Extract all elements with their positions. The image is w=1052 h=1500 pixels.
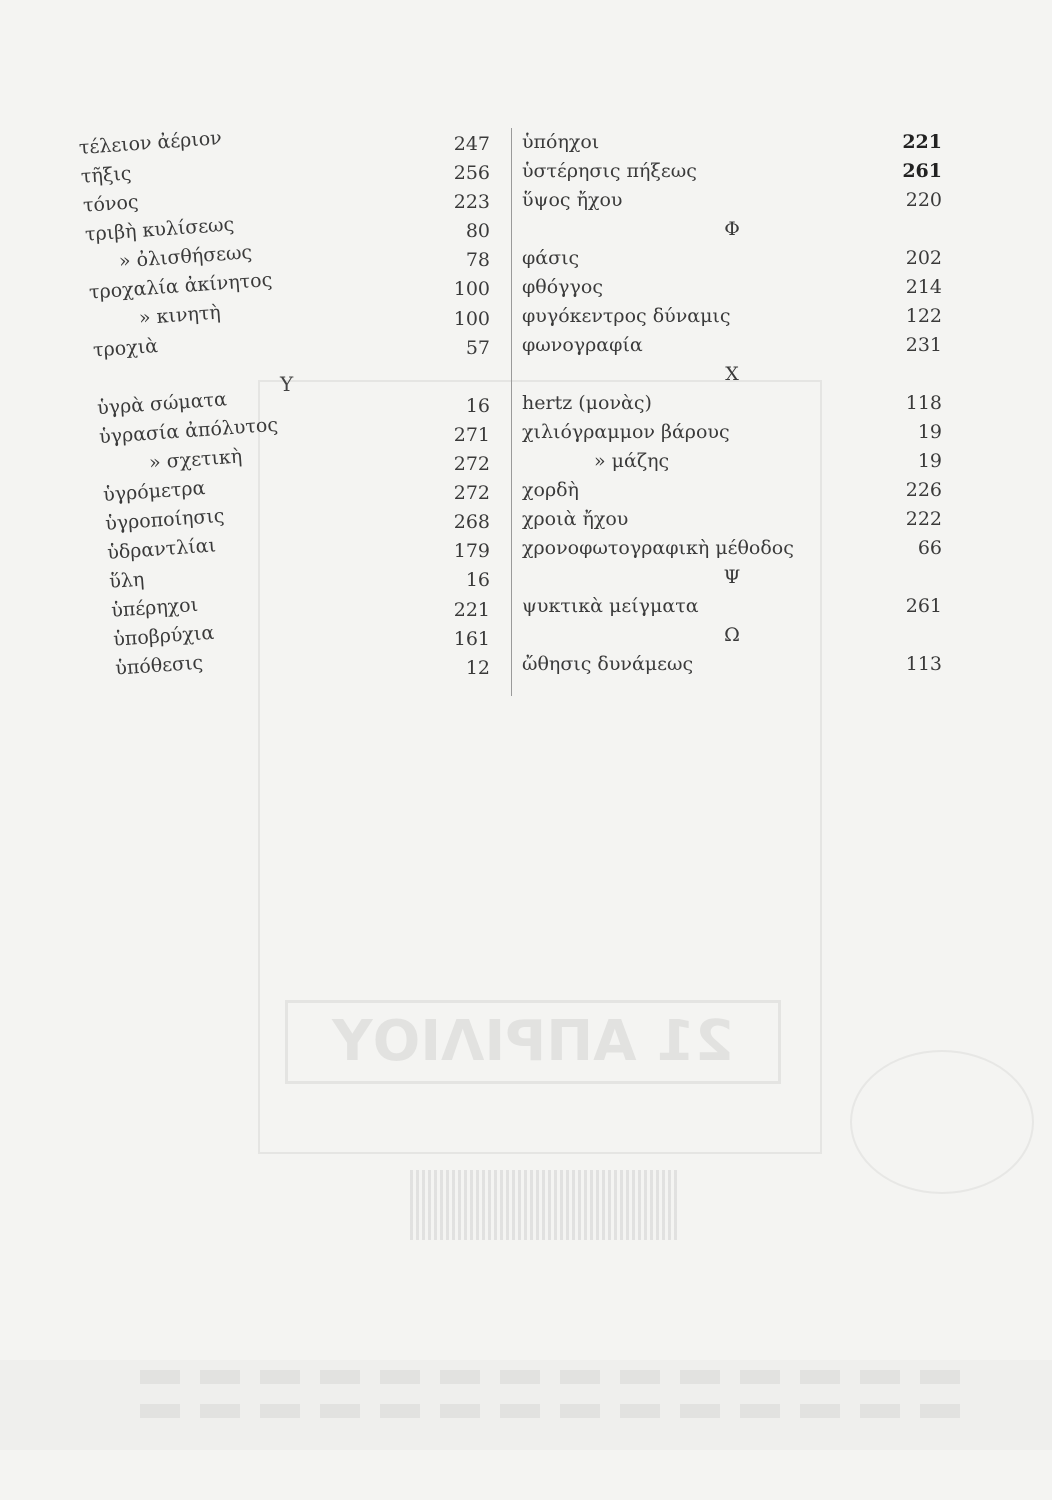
page-number: 256: [453, 162, 490, 185]
page-number: 220: [905, 189, 942, 211]
section-letter-upsilon: Υ: [280, 372, 294, 396]
page-number: 271: [453, 423, 490, 446]
index-term: χρονοφωτογραφικὴ μέθοδος: [522, 537, 794, 559]
index-entry: [522, 592, 942, 621]
index-term: ὕλη: [108, 568, 145, 593]
section-letter-label: Χ: [725, 363, 739, 385]
page-number: 19: [917, 450, 942, 472]
index-entry: [522, 476, 942, 505]
index-term: τροχιὰ: [92, 334, 159, 362]
index-term: τέλειον ἀέριον: [78, 127, 223, 159]
right-index-column: [522, 128, 942, 679]
index-term: » μάζης: [594, 450, 670, 472]
index-term: φωνογραφία: [522, 334, 643, 356]
section-letter-label: Ω: [724, 624, 740, 646]
page-number: 222: [905, 508, 942, 530]
index-entry: [522, 505, 942, 534]
index-term: τῆξις: [80, 162, 133, 188]
page-number: 221: [453, 598, 490, 621]
library-barcode: [410, 1170, 680, 1240]
page-number: 57: [465, 336, 490, 359]
left-term-list: [78, 116, 376, 684]
index-term: ὑγρόμετρα: [102, 477, 206, 507]
index-entry: [522, 273, 942, 302]
page-number: 214: [905, 276, 942, 298]
index-term: ὑπόηχοι: [522, 131, 600, 153]
page-number: 78: [465, 249, 490, 272]
index-term: τριβὴ κυλίσεως: [84, 213, 235, 246]
index-entry: [522, 128, 942, 157]
section-letter: [522, 215, 942, 244]
index-term: ὑστέρησις πήξεως: [522, 160, 697, 182]
left-page-numbers: [430, 130, 490, 683]
index-term: ὤθησις δυνάμεως: [522, 653, 694, 675]
section-letter: [522, 360, 942, 389]
index-entry: [522, 244, 942, 273]
index-term: ὑποβρύχια: [112, 621, 215, 651]
index-term: ὑγρασία ἀπόλυτος: [98, 413, 279, 449]
page-number: 247: [453, 133, 490, 155]
index-term: ὑγροποίησις: [104, 504, 226, 536]
index-entry: [522, 389, 942, 418]
section-letter: [522, 563, 942, 592]
page-number: 272: [453, 453, 490, 476]
column-divider: [511, 128, 512, 696]
page-number: 66: [917, 537, 942, 559]
index-entry: [522, 302, 942, 331]
page-number: 231: [905, 334, 942, 356]
page-number: 100: [453, 307, 490, 330]
page-number: 179: [453, 540, 490, 563]
index-term: hertz (μονὰς): [522, 392, 652, 414]
section-letter-label: Ψ: [723, 566, 741, 588]
watermark-stamp: 21 ΑΠΡΙΛΙΟΥ: [285, 1000, 781, 1084]
index-entry: [522, 534, 942, 563]
index-term: ὑγρὰ σώματα: [96, 388, 228, 420]
page-number: [430, 363, 490, 392]
index-term: φυγόκεντρος δύναμις: [522, 305, 731, 327]
page-number: 12: [465, 656, 490, 679]
page-number: 272: [453, 482, 490, 505]
index-term: τόνος: [82, 190, 140, 217]
index-term: » ὀλισθήσεως: [118, 241, 253, 273]
page-number: 16: [465, 394, 490, 417]
index-term: χορδὴ: [522, 479, 579, 501]
index-entry: [522, 186, 942, 215]
index-entry: [522, 331, 942, 360]
index-entry: [522, 447, 942, 476]
index-term: » κινητὴ: [138, 301, 222, 330]
section-letter-label: Φ: [724, 218, 740, 240]
page-number: 161: [453, 627, 490, 650]
page-number: 221: [902, 131, 942, 153]
index-term: ὕψος ἤχου: [522, 189, 623, 211]
index-term: ὑπόθεσις: [114, 651, 204, 680]
index-entry: [522, 418, 942, 447]
index-term: ὑπέρηχοι: [110, 593, 199, 622]
page-number: 261: [905, 595, 942, 617]
page-number: 118: [905, 392, 942, 414]
page-number: 268: [453, 511, 490, 534]
page-number: 19: [917, 421, 942, 443]
page-number: 113: [905, 653, 942, 675]
index-entry: [522, 650, 942, 679]
library-footer: [0, 1360, 1052, 1450]
index-term: ὑδραντλίαι: [106, 534, 217, 564]
index-entry: [522, 157, 942, 186]
index-term: φάσις: [522, 247, 580, 269]
section-letter: [522, 621, 942, 650]
page-number: 202: [905, 247, 942, 269]
index-term: χιλιόγραμμον βάρους: [522, 421, 730, 443]
page-number: 223: [453, 191, 490, 214]
page-number: 261: [902, 160, 942, 182]
index-term: χροιὰ ἤχου: [522, 508, 629, 530]
index-term: τροχαλία ἀκίνητος: [88, 268, 273, 304]
footer-line: [140, 1404, 960, 1418]
page-number: 16: [465, 569, 490, 592]
index-term: φθόγγος: [522, 276, 603, 298]
page-number: 80: [465, 220, 490, 243]
page-number: 122: [905, 305, 942, 327]
watermark-seal: [850, 1050, 1034, 1194]
footer-line: [140, 1370, 960, 1384]
page-number: 226: [905, 479, 942, 501]
index-term: » σχετικὴ: [148, 445, 243, 474]
index-term: ψυκτικὰ μείγματα: [522, 595, 699, 617]
page-number: 100: [453, 278, 490, 301]
